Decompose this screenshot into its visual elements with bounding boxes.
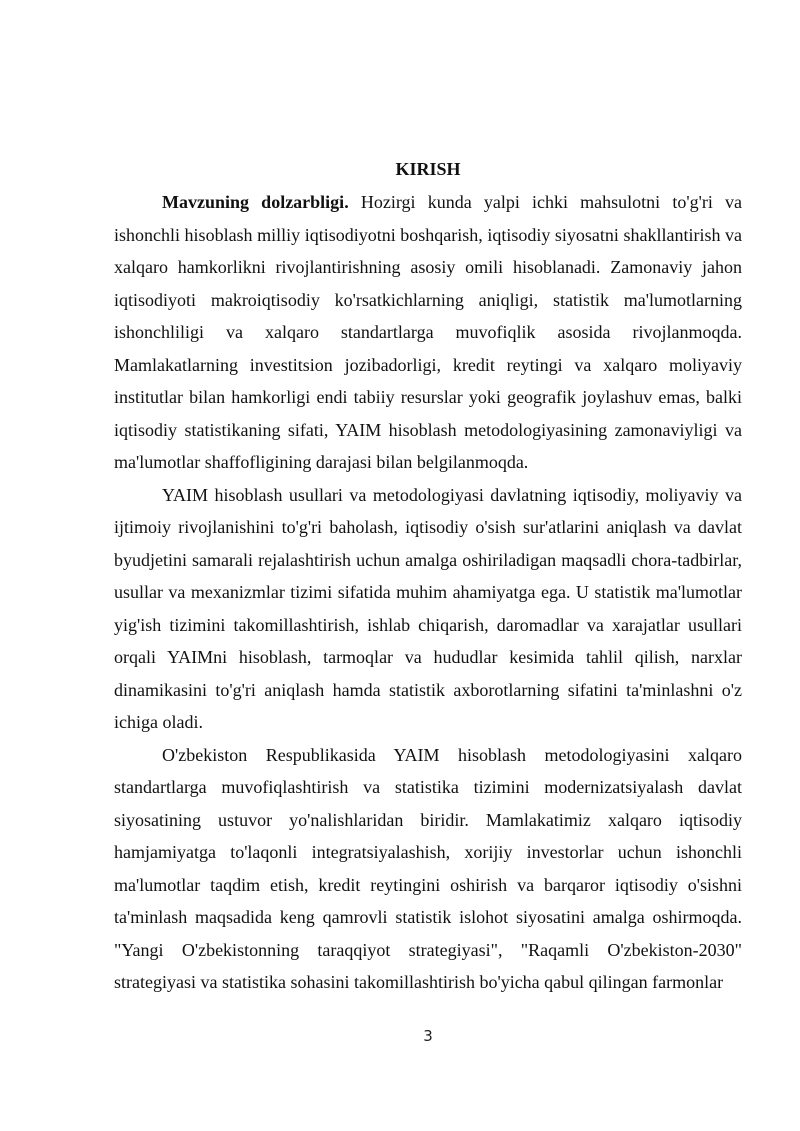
paragraph-text: O'zbekiston Respublikasida YAIM hisoblash metodologiyasini xalqaro standartlarga muvofiqlashtirish va statistika tizimini modernizatsiyalash davlat siyosatining ustuvor yo'nalishlaridan biridir. Mamlakatimiz xalqaro iqtisodiy hamjamiyatga to'laqonli integratsiyalashish, xorijiy investorlar uchun ishonchli ma'lumotlar taqdim etish, kredit reytingini oshirish va barqaror iqtisodiy o'sishni ta'minlash maqsadida keng qamrovli statistik islohot siyosatini amalga oshirmoqda. "Yangi O'zbekistonning taraqqiyot strategiyasi", "Raqamli O'zbekiston-2030" strategiyasi va statistika sohasini takomillashtirish bo'yicha qabul qilingan farmonlar bbox=[114, 744, 742, 992]
paragraph-lead: Mavzuning dolzarbligi. bbox=[162, 192, 349, 212]
document-page bbox=[114, 155, 742, 999]
paragraph-text: YAIM hisoblash usullari va metodologiyasi davlatning iqtisodiy, moliyaviy va ijtimoiy rivojlanishini to'g'ri baholash, iqtisodiy o'sish sur'atlarini aniqlash va davlat byudjetini samarali rejalashtirish uchun amalga oshiriladigan maqsadli chora-tadbirlar, usullar va mexanizmlar tizimi sifatida muhim ahamiyatga ega. U statistik ma'lumotlar yig'ish tizimini takomillashtirish, ishlab chiqarish, daromadlar va xarajatlar usullari orqali YAIMni hisoblash, tarmoqlar va hududlar kesimida tahlil qilish, narxlar dinamikasini to'g'ri aniqlash hamda statistik axborotlarning sifatini ta'minlashni o'z ichiga oladi. bbox=[114, 484, 742, 732]
paragraph-relevance bbox=[114, 186, 742, 479]
section-heading: KIRISH bbox=[395, 159, 461, 179]
paragraph-uzbekistan bbox=[114, 739, 742, 999]
page-number: 3 bbox=[423, 1027, 433, 1045]
paragraph-text: Hozirgi kunda yalpi ichki mahsulotni to'g'ri va ishonchli hisoblash milliy iqtisodiyotni boshqarish, iqtisodiy siyosatni shakllantirish va xalqaro hamkorlikni rivojlantirishning asosiy omili hisoblanadi. Zamonaviy jahon iqtisodiyoti makroiqtisodiy ko'rsatkichlarning aniqligi, statistik ma'lumotlarning ishonchliligi va xalqaro standartlarga muvofiqlik asosida rivojlanmoqda. Mamlakatlarning investitsion jozibadorligi, kredit reytingi va xalqaro moliyaviy institutlar bilan hamkorligi endi tabiiy resurslar yoki geografik joylashuv emas, balki iqtisodiy statistikaning sifati, YAIM hisoblash metodologiyasining zamonaviyligi va ma'lumotlar shaffofligining darajasi bilan belgilanmoqda. bbox=[114, 192, 742, 472]
paragraph-methodology bbox=[114, 479, 742, 739]
